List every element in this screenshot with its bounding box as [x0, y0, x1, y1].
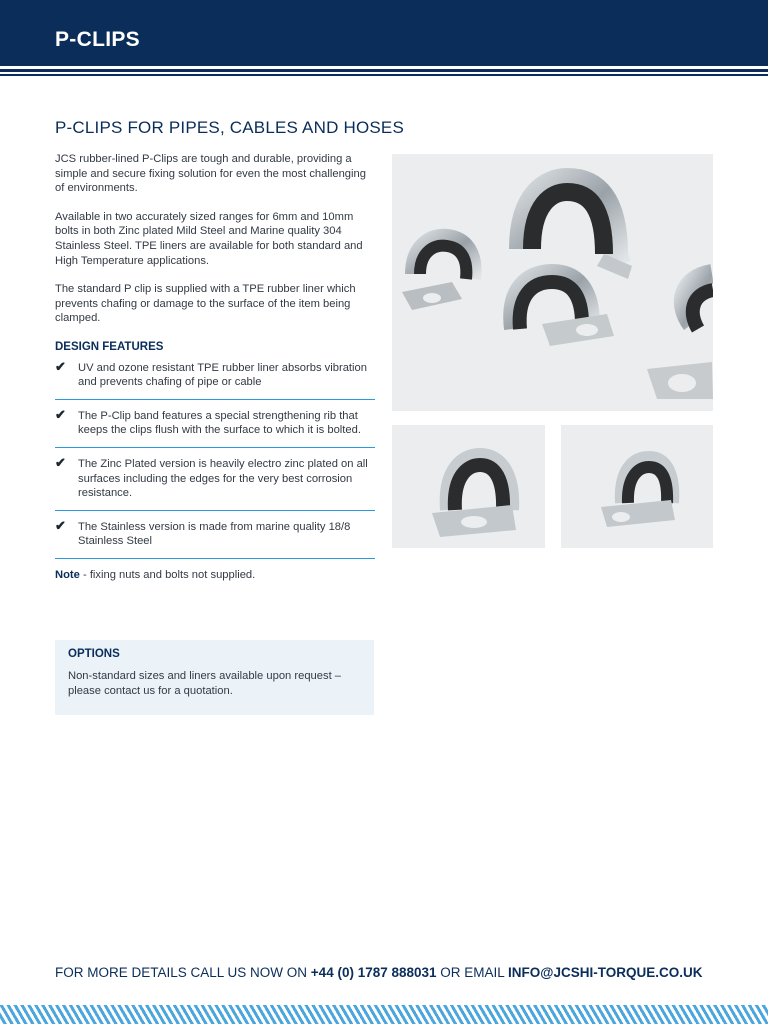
note-line	[55, 568, 375, 583]
feature-item	[55, 358, 375, 400]
options-text: Non-standard sizes and liners available upon request – please contact us for a quotation.	[68, 670, 342, 697]
footer-stripes	[0, 1005, 768, 1024]
feature-text: The Zinc Plated version is heavily electro zinc plated on all surfaces including the edges for the very best corrosion resistance.	[78, 457, 368, 500]
product-photo-small-2	[561, 425, 713, 548]
intro-paragraph: Available in two accurately sized ranges for 6mm and 10mm bolts in both Zinc plated Mild Steel and Marine quality 304 Stainless Steel. TPE liners are available for both standard and High Temperature applications.	[55, 210, 363, 267]
footer-email[interactable]: INFO@JCSHI-TORQUE.CO.UK	[508, 965, 703, 980]
feature-text: The P-Clip band features a special strengthening rib that keeps the clips flush with the surface to which it is bolted.	[78, 409, 361, 437]
page-title: P-CLIPS	[55, 28, 140, 51]
note-label: Note	[55, 568, 80, 581]
feature-text: The Stainless version is made from marine quality 18/8 Stainless Steel	[78, 520, 351, 548]
footer-prefix: FOR MORE DETAILS CALL US NOW ON	[55, 965, 311, 980]
footer-phone[interactable]: +44 (0) 1787 888031	[310, 965, 437, 980]
check-icon: ✔	[55, 517, 66, 533]
options-title: OPTIONS	[68, 648, 120, 660]
header-rule	[0, 69, 768, 72]
check-icon: ✔	[55, 454, 66, 470]
footer-contact	[55, 965, 702, 980]
feature-item	[55, 454, 375, 511]
product-photo-small-1	[392, 425, 545, 548]
section-title: P-CLIPS FOR PIPES, CABLES AND HOSES	[55, 118, 404, 137]
note-text: - fixing nuts and bolts not supplied.	[79, 568, 256, 581]
design-features-title: DESIGN FEATURES	[55, 340, 164, 353]
feature-item	[55, 517, 375, 559]
feature-item	[55, 406, 375, 448]
feature-text: UV and ozone resistant TPE rubber liner absorbs vibration and prevents chafing of pipe or cable	[78, 361, 367, 389]
footer-middle: OR EMAIL	[436, 965, 509, 980]
page-header	[0, 0, 768, 66]
content-column	[55, 152, 375, 582]
intro-paragraph: JCS rubber-lined P-Clips are tough and durable, providing a simple and secure fixing solution for even the most challenging of environments.	[55, 153, 366, 195]
check-icon: ✔	[55, 406, 66, 422]
options-box	[55, 640, 374, 715]
header-rule-thin	[0, 74, 768, 76]
product-photo-main	[392, 154, 713, 411]
check-icon: ✔	[55, 358, 66, 374]
intro-paragraph: The standard P clip is supplied with a TPE rubber liner which prevents chafing or damage to the surface of the item being clamped.	[55, 283, 356, 325]
